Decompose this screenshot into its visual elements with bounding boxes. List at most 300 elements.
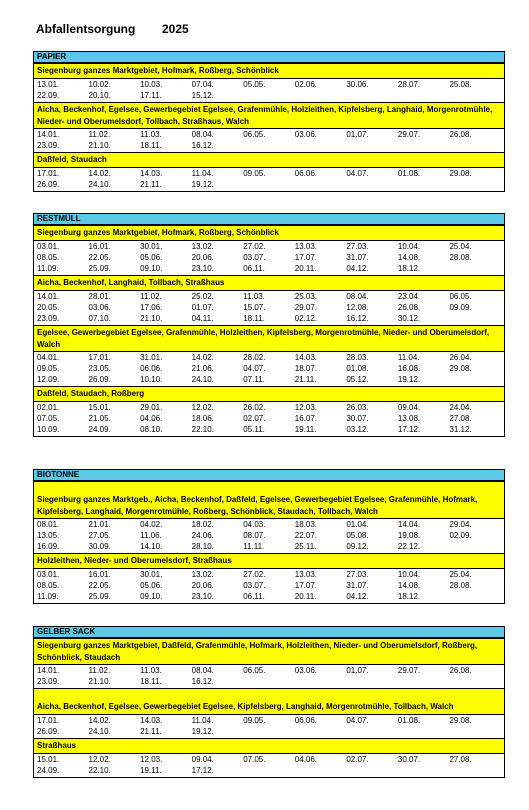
schedule-group (34, 152, 504, 191)
title-text: Abfallentsorgung (36, 22, 136, 36)
date-cell: 23.10. (191, 264, 214, 273)
date-cell: 18.12. (397, 592, 421, 601)
date-cell: 23.04. (397, 292, 421, 301)
date-cell: 04.01. (37, 353, 60, 362)
date-cell: 16.01. (88, 242, 111, 251)
date-cell: 11.02. (140, 292, 162, 301)
table-row (37, 263, 501, 274)
date-cell: 27.02. (243, 570, 266, 579)
date-cell: 19.12. (191, 727, 214, 736)
date-cell: 29.08. (449, 716, 472, 725)
date-cell: 20.06. (191, 581, 214, 590)
date-cell: 28.03. (346, 353, 369, 362)
date-cell: 14.10. (140, 542, 163, 551)
date-cell: 03.06. (294, 130, 318, 139)
date-cell: 10.09. (37, 425, 60, 434)
date-rows (34, 291, 504, 325)
date-cell: 04.07. (346, 169, 369, 178)
date-rows (34, 665, 504, 688)
date-cell: 27.05. (88, 531, 111, 540)
date-cell: 14.03. (140, 716, 163, 725)
date-cell: 14.03. (294, 353, 318, 362)
date-cell: 28.08. (449, 581, 472, 590)
date-cell: 11.09. (37, 592, 59, 601)
date-cell: 14.02. (88, 169, 111, 178)
date-cell: 15.01. (37, 755, 60, 764)
date-rows (34, 241, 504, 275)
date-cell: 21.11. (140, 180, 162, 189)
date-cell: 17.06. (140, 303, 163, 312)
date-cell: 24.10. (88, 727, 111, 736)
date-cell: 16.12. (346, 314, 369, 323)
date-cell: 08.04. (191, 130, 214, 139)
date-cell: 14.01. (37, 292, 60, 301)
date-cell: 04.06. (140, 414, 163, 423)
date-cell: 06.06. (140, 364, 163, 373)
date-cell: 06.06. (294, 169, 318, 178)
date-cell: 14.02. (191, 353, 214, 362)
date-cell: 11.03. (140, 130, 162, 139)
date-cell: 26.03. (346, 403, 369, 412)
date-cell: 04.03. (243, 520, 266, 529)
date-cell: 23.09. (37, 677, 60, 686)
date-cell: 09.09. (449, 303, 472, 312)
date-cell: 14.08. (397, 581, 421, 590)
date-cell: 27.08. (449, 414, 472, 423)
date-cell: 28.08. (449, 253, 472, 262)
date-cell: 12.09. (37, 375, 60, 384)
date-cell: 26.09. (88, 375, 111, 384)
table-row (37, 726, 501, 737)
date-cell: 14.08. (397, 253, 421, 262)
date-cell: 15.01. (88, 403, 111, 412)
group-header: Siegenburg ganzes Marktgebiet, Hofmark, Roßberg, Schönblick (34, 226, 504, 241)
date-cell: 19.08. (397, 531, 421, 540)
date-cell: 03.07. (243, 581, 266, 590)
schedule-group (34, 275, 504, 325)
date-cell: 02.07. (346, 755, 369, 764)
date-cell: 13.02. (191, 242, 214, 251)
date-cell: 29.07. (397, 666, 421, 675)
date-rows (34, 129, 504, 152)
table-row (37, 665, 501, 676)
schedule-group (34, 63, 504, 102)
section-header: PAPIER (34, 52, 504, 63)
date-cell: 05.06. (140, 581, 163, 590)
section-biotonne (33, 469, 505, 604)
table-row (37, 580, 501, 591)
date-cell: 07.10. (88, 314, 111, 323)
date-cell: 09.05. (243, 716, 266, 725)
group-header: Holzleithen, Nieder- und Oberumelsdorf, Straßhaus (34, 554, 504, 569)
date-cell: 30.07. (397, 755, 421, 764)
table-row (37, 754, 501, 765)
date-cell: 31.07. (346, 581, 369, 590)
date-cell: 06.11. (243, 592, 265, 601)
schedule-group (34, 481, 504, 553)
date-cell: 09.05. (37, 364, 60, 373)
table-row (37, 168, 501, 179)
date-cell: 22.12. (397, 542, 421, 551)
table-row (37, 313, 501, 324)
date-cell: 22.05. (88, 581, 111, 590)
date-cell: 16.07. (294, 414, 318, 423)
date-cell: 13.01. (37, 80, 60, 89)
date-cell: 10.10. (140, 375, 163, 384)
table-row (37, 90, 501, 101)
date-cell: 28.07. (397, 80, 421, 89)
date-cell: 18.02. (191, 520, 214, 529)
date-rows (34, 754, 504, 777)
date-cell: 17.07. (294, 581, 318, 590)
date-cell: 21.06. (191, 364, 214, 373)
date-cell: 05.05. (243, 80, 266, 89)
table-row (37, 569, 501, 580)
date-cell: 04.06. (294, 755, 318, 764)
date-cell: 01.08. (397, 169, 421, 178)
date-cell: 20.11. (294, 264, 317, 273)
group-header: Aicha, Beckenhof, Langhaid, Tollbach, Straßhaus (34, 276, 504, 291)
date-cell: 30.09. (88, 542, 111, 551)
date-cell: 02.09. (449, 531, 472, 540)
date-cell: 23.09. (37, 314, 60, 323)
date-cell: 26.08. (397, 303, 421, 312)
date-cell: 06.05. (243, 666, 266, 675)
date-cell: 17.07. (294, 253, 318, 262)
date-cell: 16.09. (37, 542, 60, 551)
date-cell: 22.10. (88, 766, 111, 775)
date-cell: 01.07. (346, 666, 369, 675)
table-row (37, 352, 501, 363)
date-cell: 08.05. (37, 253, 60, 262)
date-cell: 07.11. (243, 375, 265, 384)
schedule-group (34, 102, 504, 152)
table-row (37, 715, 501, 726)
date-cell: 27.03. (346, 242, 369, 251)
date-cell: 21.01. (88, 520, 111, 529)
date-cell: 15.12. (191, 91, 214, 100)
group-header: Straßhaus (34, 739, 504, 754)
date-cell: 11.04. (397, 353, 420, 362)
date-cell: 26.02. (243, 403, 266, 412)
date-cell: 23.05. (88, 364, 111, 373)
group-header: Siegenburg ganzes Marktgebiet, Daßfeld, Grafenmühle, Hofmark, Holzleithen, Nieder- und Oberumelsdorf, Roßberg, Schönblick, Staudach (34, 639, 504, 665)
date-cell: 25.02. (191, 292, 214, 301)
date-cell: 22.09. (37, 91, 60, 100)
date-cell: 04.07. (243, 364, 266, 373)
date-cell: 18.11. (140, 677, 162, 686)
date-cell: 18.11. (140, 141, 162, 150)
date-cell: 14.04. (397, 520, 421, 529)
date-cell: 08.04. (191, 666, 214, 675)
date-cell: 27.02. (243, 242, 266, 251)
date-cell: 10.04. (397, 570, 421, 579)
date-cell: 31.12. (449, 425, 472, 434)
date-cell: 12.02. (191, 403, 214, 412)
table-row (37, 519, 501, 530)
date-cell: 20.11. (294, 592, 317, 601)
group-header: Daßfeld, Staudach (34, 153, 504, 168)
schedule-group (34, 225, 504, 275)
table-row (37, 424, 501, 435)
date-cell: 25.09. (88, 264, 111, 273)
date-cell: 19.12. (191, 180, 214, 189)
date-cell: 26.04. (449, 353, 472, 362)
date-cell: 06.11. (243, 264, 265, 273)
date-cell: 01.07. (191, 303, 214, 312)
table-row (37, 252, 501, 263)
date-cell: 28.01. (88, 292, 111, 301)
section-gelber-sack (33, 626, 505, 778)
date-cell: 20.06. (191, 253, 214, 262)
date-cell: 05.08. (346, 531, 369, 540)
date-cell: 18.07. (294, 364, 318, 373)
table-row (37, 413, 501, 424)
date-cell: 13.02. (191, 570, 214, 579)
date-cell: 24.09. (88, 425, 111, 434)
date-cell: 11.11. (243, 542, 265, 551)
date-cell: 04.12. (346, 592, 369, 601)
date-cell: 13.05. (37, 531, 60, 540)
section-header: BIOTONNE (34, 470, 504, 481)
table-row (37, 530, 501, 541)
date-rows (34, 79, 504, 102)
table-row (37, 79, 501, 90)
table-row (37, 179, 501, 190)
date-cell: 16.01. (88, 570, 111, 579)
group-header: Daßfeld, Staudach, Roßberg (34, 387, 504, 402)
date-cell: 30.01. (140, 242, 163, 251)
section-papier (33, 51, 505, 192)
date-cell: 11.03. (243, 292, 265, 301)
date-cell: 21.11. (140, 727, 162, 736)
date-cell: 13.03. (294, 242, 318, 251)
date-rows (34, 168, 504, 191)
date-cell: 10.03. (140, 80, 163, 89)
date-rows (34, 569, 504, 603)
group-header: Egelsee, Gewerbegebiet Egelsee, Grafenmühle, Holzleithen, Kipfelsberg, Morgenrotmühle, Nieder- und Oberumelsdorf, Walch (34, 326, 504, 352)
date-cell: 22.07. (294, 531, 318, 540)
page-title (36, 22, 189, 36)
schedule-group (34, 386, 504, 436)
date-cell: 25.04. (449, 570, 472, 579)
date-cell: 17.01. (88, 353, 111, 362)
date-cell: 13.03. (294, 570, 318, 579)
date-cell: 11.02. (88, 130, 111, 139)
date-cell: 29.01. (140, 403, 163, 412)
date-cell: 31.07. (346, 253, 369, 262)
date-cell: 25.09. (88, 592, 111, 601)
date-cell: 02.01. (37, 403, 60, 412)
group-header: Siegenburg ganzes Marktgebiet, Hofmark, Roßberg, Schönblick (34, 64, 504, 79)
date-cell: 29.07. (397, 130, 421, 139)
date-cell: 19.12. (397, 375, 421, 384)
date-cell: 09.04. (191, 755, 214, 764)
date-cell: 03.06. (88, 303, 111, 312)
date-cell: 01.04. (346, 520, 369, 529)
date-cell: 03.06. (294, 666, 318, 675)
date-cell: 28.10. (191, 542, 214, 551)
date-cell: 01.08. (397, 716, 421, 725)
date-cell: 05.11. (243, 425, 265, 434)
date-cell: 30.06. (346, 80, 369, 89)
date-cell: 01.07. (346, 130, 369, 139)
date-cell: 24.10. (191, 375, 214, 384)
date-cell: 14.03. (140, 169, 163, 178)
date-cell: 24.04. (449, 403, 472, 412)
date-cell: 10.04. (397, 242, 421, 251)
date-cell: 12.02. (88, 755, 111, 764)
table-row (37, 402, 501, 413)
date-cell: 18.03. (294, 520, 318, 529)
table-row (37, 129, 501, 140)
date-cell: 23.09. (37, 141, 60, 150)
table-row (37, 374, 501, 385)
date-cell: 06.05. (243, 130, 266, 139)
group-header: Aicha, Beckenhof, Egelsee, Gewerbegebiet Egelsee, Grafenmühle, Holzleithen, Kipfelsberg, Langhaid, Morgenrotmühle, Nieder- und Oberumelsdorf, Tollbach, Straßhaus, Walch (34, 103, 504, 129)
date-cell: 05.06. (140, 253, 163, 262)
date-cell: 09.04. (397, 403, 421, 412)
date-cell: 22.10. (191, 425, 214, 434)
table-row (37, 241, 501, 252)
table-row (37, 541, 501, 552)
table-row (37, 363, 501, 374)
group-header: Aicha, Beckenhof, Egelsee, Gewerbegebiet Egelsee, Kipfelsberg, Langhaid, Morgenrotmühle, Tollbach, Walch (34, 689, 504, 715)
date-cell: 19.11. (140, 766, 162, 775)
date-cell: 04.02. (140, 520, 163, 529)
schedule-group (34, 553, 504, 603)
date-cell: 27.03. (346, 570, 369, 579)
table-row (37, 140, 501, 151)
table-row (37, 765, 501, 776)
section-header: RESTMÜLL (34, 214, 504, 225)
table-row (37, 676, 501, 687)
schedule-group (34, 325, 504, 386)
date-cell: 18.12. (397, 264, 421, 273)
date-cell: 11.03. (140, 666, 162, 675)
title-year: 2025 (162, 22, 189, 36)
date-cell: 25.11. (294, 542, 317, 551)
date-cell: 07.05. (37, 414, 60, 423)
date-cell: 26.08. (449, 130, 472, 139)
date-cell: 11.06. (140, 531, 162, 540)
date-cell: 05.12. (346, 375, 369, 384)
date-cell: 17.12. (397, 425, 421, 434)
date-cell: 04.07. (346, 716, 369, 725)
date-cell: 11.04. (191, 716, 214, 725)
table-row (37, 591, 501, 602)
date-cell: 14.01. (37, 666, 60, 675)
date-cell: 26.09. (37, 727, 60, 736)
date-cell: 15.07. (243, 303, 266, 312)
date-cell: 17.01. (37, 169, 60, 178)
date-cell: 26.08. (449, 666, 472, 675)
date-cell: 04.12. (346, 264, 369, 273)
date-cell: 25.03. (294, 292, 318, 301)
schedule-group (34, 638, 504, 688)
date-cell: 20.10. (88, 91, 111, 100)
date-cell: 02.06. (294, 80, 318, 89)
date-cell: 30.07. (346, 414, 369, 423)
date-rows (34, 519, 504, 553)
date-cell: 12.08. (346, 303, 369, 312)
date-cell: 24.06. (191, 531, 214, 540)
date-cell: 01.08. (346, 364, 369, 373)
date-cell: 02.07. (243, 414, 266, 423)
table-row (37, 302, 501, 313)
date-cell: 21.10. (88, 141, 111, 150)
date-cell: 06.06. (294, 716, 318, 725)
date-cell: 28.02. (243, 353, 266, 362)
date-cell: 22.05. (88, 253, 111, 262)
date-cell: 16.08. (397, 364, 421, 373)
date-cell: 08.07. (243, 531, 266, 540)
date-cell: 08.01. (37, 520, 60, 529)
date-cell: 24.09. (37, 766, 60, 775)
date-cell: 23.10. (191, 592, 214, 601)
date-cell: 29.04. (449, 520, 472, 529)
date-cell: 03.07. (243, 253, 266, 262)
date-cell: 12.03. (140, 755, 163, 764)
date-cell: 25.08. (449, 80, 472, 89)
date-cell: 04.11. (191, 314, 214, 323)
schedule-group (34, 738, 504, 777)
date-cell: 09.10. (140, 264, 163, 273)
date-cell: 07.05. (243, 755, 266, 764)
date-cell: 25.04. (449, 242, 472, 251)
date-cell: 09.12. (346, 542, 369, 551)
date-cell: 29.07. (294, 303, 318, 312)
date-rows (34, 402, 504, 436)
date-cell: 03.12. (346, 425, 369, 434)
date-cell: 16.12. (191, 677, 214, 686)
date-cell: 21.10. (140, 314, 163, 323)
date-cell: 21.05. (88, 414, 111, 423)
date-cell: 09.05. (243, 169, 266, 178)
date-cell: 09.10. (140, 592, 163, 601)
date-cell: 06.05. (449, 292, 472, 301)
date-rows (34, 352, 504, 386)
date-cell: 21.11. (294, 375, 317, 384)
section-restmuell (33, 213, 505, 437)
date-cell: 08.10. (140, 425, 163, 434)
date-cell: 26.09. (37, 180, 60, 189)
date-cell: 07.04. (191, 80, 214, 89)
schedule-group (34, 688, 504, 738)
date-cell: 30.12. (397, 314, 421, 323)
date-cell: 19.11. (294, 425, 317, 434)
date-cell: 20.05. (37, 303, 60, 312)
date-cell: 14.01. (37, 130, 60, 139)
date-cell: 27.08. (449, 755, 472, 764)
date-cell: 17.01. (37, 716, 60, 725)
date-cell: 17.12. (191, 766, 214, 775)
date-cell: 30.01. (140, 570, 163, 579)
date-cell: 29.08. (449, 169, 472, 178)
date-cell: 14.02. (88, 716, 111, 725)
date-cell: 02.12. (294, 314, 318, 323)
date-cell: 12.03. (294, 403, 318, 412)
date-cell: 29.08. (449, 364, 472, 373)
date-cell: 11.04. (191, 169, 214, 178)
date-cell: 16.12. (191, 141, 214, 150)
date-cell: 11.02. (88, 666, 111, 675)
date-cell: 08.04. (346, 292, 369, 301)
date-cell: 24.10. (88, 180, 111, 189)
date-cell: 17.11. (140, 91, 162, 100)
group-header: Siegenburg ganzes Marktgeb., Aicha, Beckenhof, Daßfeld, Egelsee, Gewerbegebiet Egelsee, Grafenmühle, Hofmark, Kipfelsberg, Langhaid, Morgenrotmühle, Roßberg, Schönblick, Staudach, Tollbach, Walch (34, 482, 504, 519)
table-row (37, 291, 501, 302)
